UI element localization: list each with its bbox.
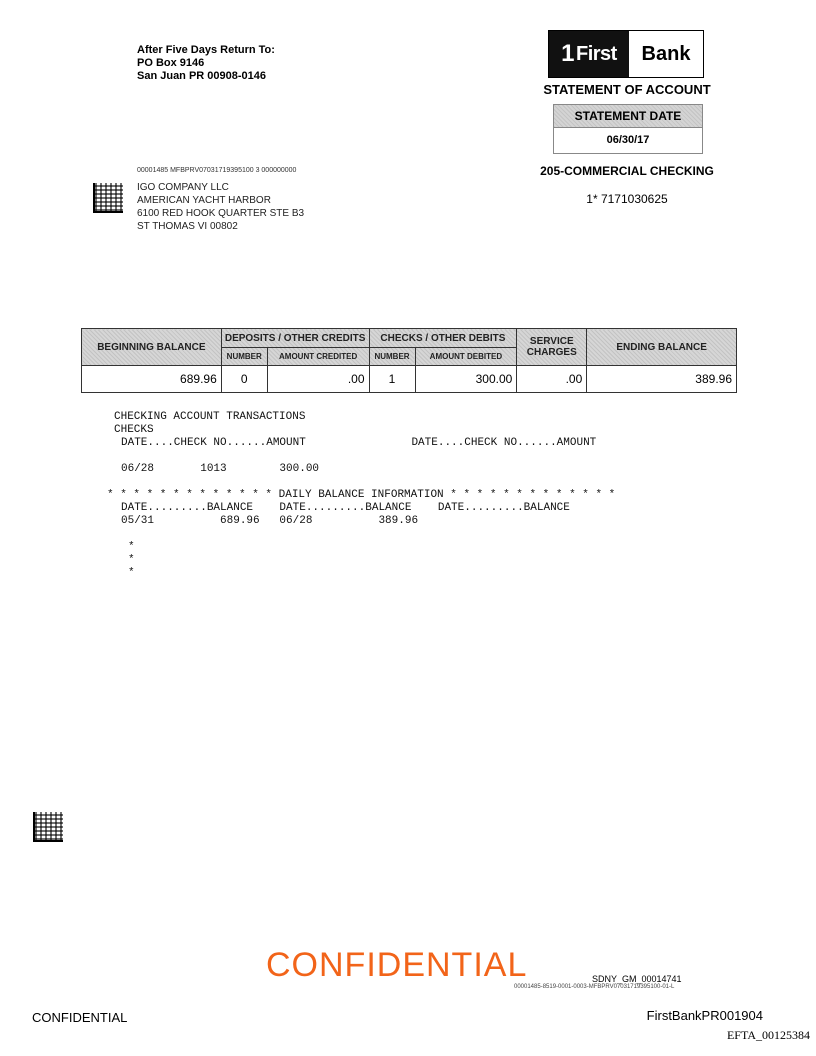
checks-label: CHECKS	[114, 424, 154, 436]
statement-date-label: STATEMENT DATE	[554, 105, 702, 128]
daily-balance-columns: DATE.........BALANCE DATE.........BALANCE DATE.........BALANCE	[121, 502, 570, 514]
amount-debited-value: 300.00	[415, 366, 517, 393]
star-marker: *	[128, 554, 135, 566]
mailing-address	[137, 181, 304, 233]
account-number: 1* 7171030625	[586, 192, 668, 206]
address-line: 6100 RED HOOK QUARTER STE B3	[137, 208, 305, 219]
deposits-number-value: 0	[221, 366, 267, 393]
header-amount-credited: AMOUNT CREDITED	[267, 348, 369, 366]
efta-number: EFTA_00125384	[726, 1028, 810, 1042]
first-bank-logo	[548, 30, 704, 78]
barcode-icon	[93, 183, 123, 213]
amount-credited-value: .00	[267, 366, 369, 393]
daily-balance-header: * * * * * * * * * * * * * DAILY BALANCE INFORMATION * * * * * * * * * * * * *	[107, 489, 616, 501]
daily-balance-row: 05/31 689.96 06/28 389.96	[121, 515, 419, 527]
checks-number-value: 1	[369, 366, 415, 393]
statement-title: STATEMENT OF ACCOUNT	[543, 82, 711, 97]
statement-date-box	[553, 104, 703, 154]
confidential-label: CONFIDENTIAL	[32, 1010, 128, 1025]
service-charges-value: .00	[517, 366, 587, 393]
document-fineprint: 00001485-8519-0001-0003-MFBPRV07031719395100-01-L	[514, 984, 675, 990]
star-marker: *	[128, 567, 135, 579]
star-marker: *	[128, 541, 135, 553]
addressee-name: IGO COMPANY LLC	[137, 182, 229, 193]
header-amount-debited: AMOUNT DEBITED	[415, 348, 517, 366]
check-row: 06/28 1013 300.00	[121, 463, 320, 475]
return-address-line: PO Box 9146	[137, 57, 205, 69]
header-deposits: DEPOSITS / OTHER CREDITS	[221, 329, 369, 348]
header-beginning-balance: BEGINNING BALANCE	[82, 329, 222, 366]
sdny-number: SDNY_GM_00014741	[592, 974, 682, 984]
return-address	[137, 44, 275, 83]
statement-date-value: 06/30/17	[606, 134, 650, 146]
barcode-icon	[33, 812, 63, 842]
logo-bank-text: Bank	[629, 31, 703, 77]
account-type: 205-COMMERCIAL CHECKING	[540, 164, 714, 178]
confidential-stamp: CONFIDENTIAL	[266, 946, 528, 984]
bates-number: FirstBankPR001904	[646, 1008, 763, 1023]
header-checks-number: NUMBER	[369, 348, 415, 366]
logo-mark: 1	[561, 40, 574, 67]
address-line: AMERICAN YACHT HARBOR	[137, 195, 271, 206]
header-service-charges: SERVICE CHARGES	[517, 329, 587, 366]
logo-first-text: First	[576, 42, 617, 65]
ending-balance-value: 389.96	[587, 366, 737, 393]
logo-dark-panel	[549, 31, 629, 77]
mailing-id-line: 00001485 MFBPRV07031719395100 3 000000000	[137, 167, 297, 174]
address-line: ST THOMAS VI 00802	[137, 221, 238, 232]
return-address-line: San Juan PR 00908-0146	[137, 70, 267, 82]
checks-header: DATE....CHECK NO......AMOUNT DATE....CHECK NO......AMOUNT	[121, 437, 597, 449]
header-checks: CHECKS / OTHER DEBITS	[369, 329, 517, 348]
header-ending-balance: ENDING BALANCE	[587, 329, 737, 366]
header-deposits-number: NUMBER	[221, 348, 267, 366]
transactions-section-title: CHECKING ACCOUNT TRANSACTIONS	[114, 411, 306, 423]
beginning-balance-value: 689.96	[82, 366, 222, 393]
return-address-line: After Five Days Return To:	[137, 44, 275, 56]
account-summary-table	[81, 328, 737, 393]
